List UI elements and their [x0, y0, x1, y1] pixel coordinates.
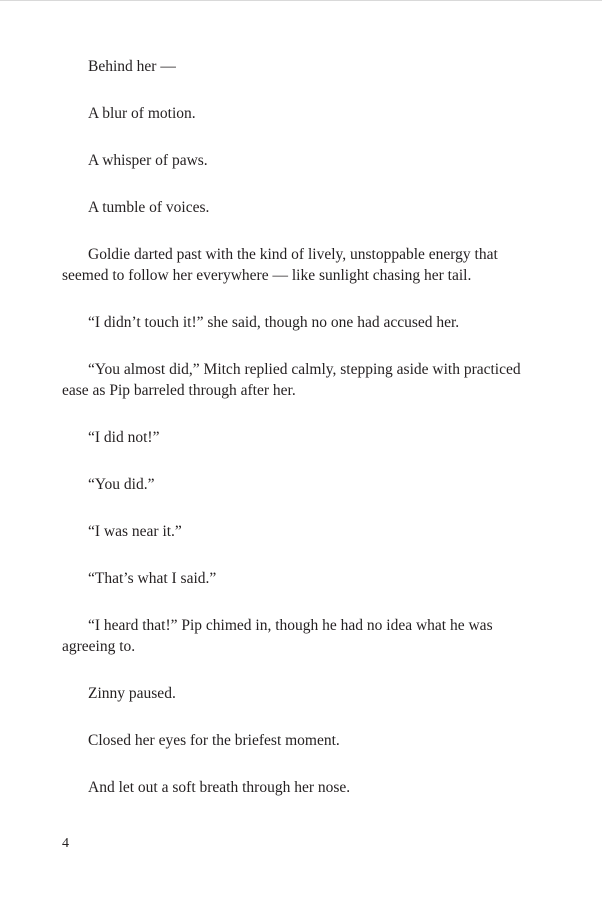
- paragraph: “I did not!”: [88, 429, 160, 446]
- paragraph: “I heard that!” Pip chimed in, though he had no idea what he was agreeing to.: [62, 617, 493, 655]
- paragraph: “That’s what I said.”: [88, 570, 217, 587]
- paragraph: And let out a soft breath through her nose.: [88, 779, 351, 796]
- paragraph: Behind her —: [88, 58, 176, 75]
- paragraph: “I was near it.”: [88, 523, 182, 540]
- top-border: [0, 0, 602, 1]
- paragraph: Closed her eyes for the briefest moment.: [88, 732, 340, 749]
- paragraph: “I didn’t touch it!” she said, though no one had accused her.: [88, 314, 460, 331]
- paragraph: Zinny paused.: [88, 685, 176, 702]
- paragraph: “You almost did,” Mitch replied calmly, stepping aside with practiced ease as Pip barreled through after her.: [62, 361, 521, 399]
- paragraph: A whisper of paws.: [88, 152, 208, 169]
- paragraph: Goldie darted past with the kind of lively, unstoppable energy that seemed to follow her everywhere — like sunlight chasing her tail.: [62, 246, 498, 284]
- paragraph: A tumble of voices.: [88, 199, 210, 216]
- paragraph: A blur of motion.: [88, 105, 196, 122]
- paragraph: “You did.”: [88, 476, 155, 493]
- page-body: [62, 56, 526, 824]
- page-number: 4: [62, 836, 69, 851]
